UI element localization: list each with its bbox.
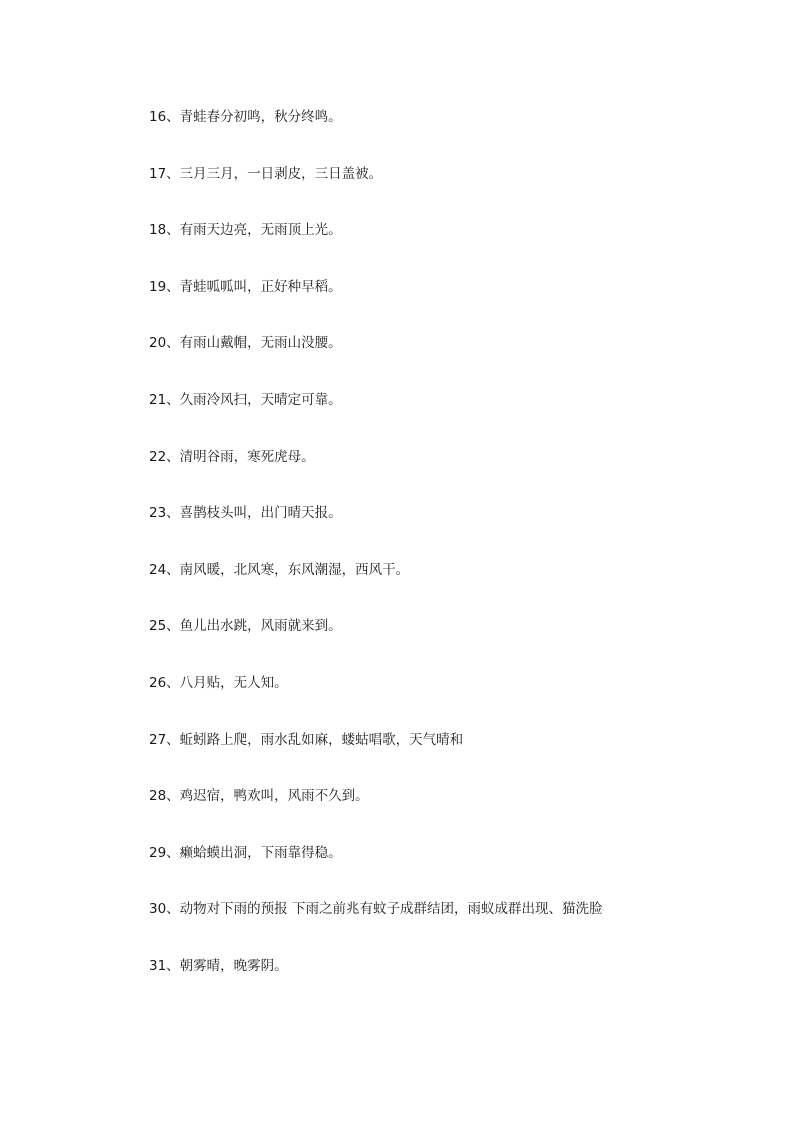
- list-item: 25、鱼儿出水跳，风雨就来到。: [149, 618, 342, 635]
- list-item: 24、南风暖，北风寒，东风潮湿，西风干。: [149, 561, 410, 578]
- list-item: 26、八月贴，无人知。: [149, 674, 288, 691]
- list-item: 18、有雨天边亮，无雨顶上光。: [149, 222, 342, 239]
- list-item: 20、有雨山戴帽，无雨山没腰。: [149, 335, 342, 352]
- list-item: 19、青蛙呱呱叫，正好种早稻。: [149, 278, 342, 295]
- list-item: 27、蚯蚓路上爬，雨水乱如麻，蝼蛄唱歌，天气晴和: [149, 731, 464, 748]
- list-item: 16、青蛙春分初鸣，秋分终鸣。: [149, 109, 342, 125]
- list-item: 23、喜鹊枝头叫，出门晴天报。: [149, 505, 342, 522]
- list-item: 29、癞蛤蟆出洞，下雨靠得稳。: [149, 844, 342, 861]
- list-item: 22、清明谷雨，寒死虎母。: [149, 448, 315, 465]
- list-item: 21、久雨冷风扫，天晴定可靠。: [149, 391, 342, 408]
- list-item: 31、朝雾晴，晚雾阴。: [149, 957, 288, 974]
- list-item: 30、动物对下雨的预报 下雨之前兆有蚊子成群结团，雨蚁成群出现、猫洗脸: [149, 901, 603, 918]
- list-item: 17、三月三月，一日剥皮，三日盖被。: [149, 165, 383, 182]
- list-item: 28、鸡迟宿，鸭欢叫，风雨不久到。: [149, 788, 369, 805]
- proverb-list: [149, 106, 709, 1012]
